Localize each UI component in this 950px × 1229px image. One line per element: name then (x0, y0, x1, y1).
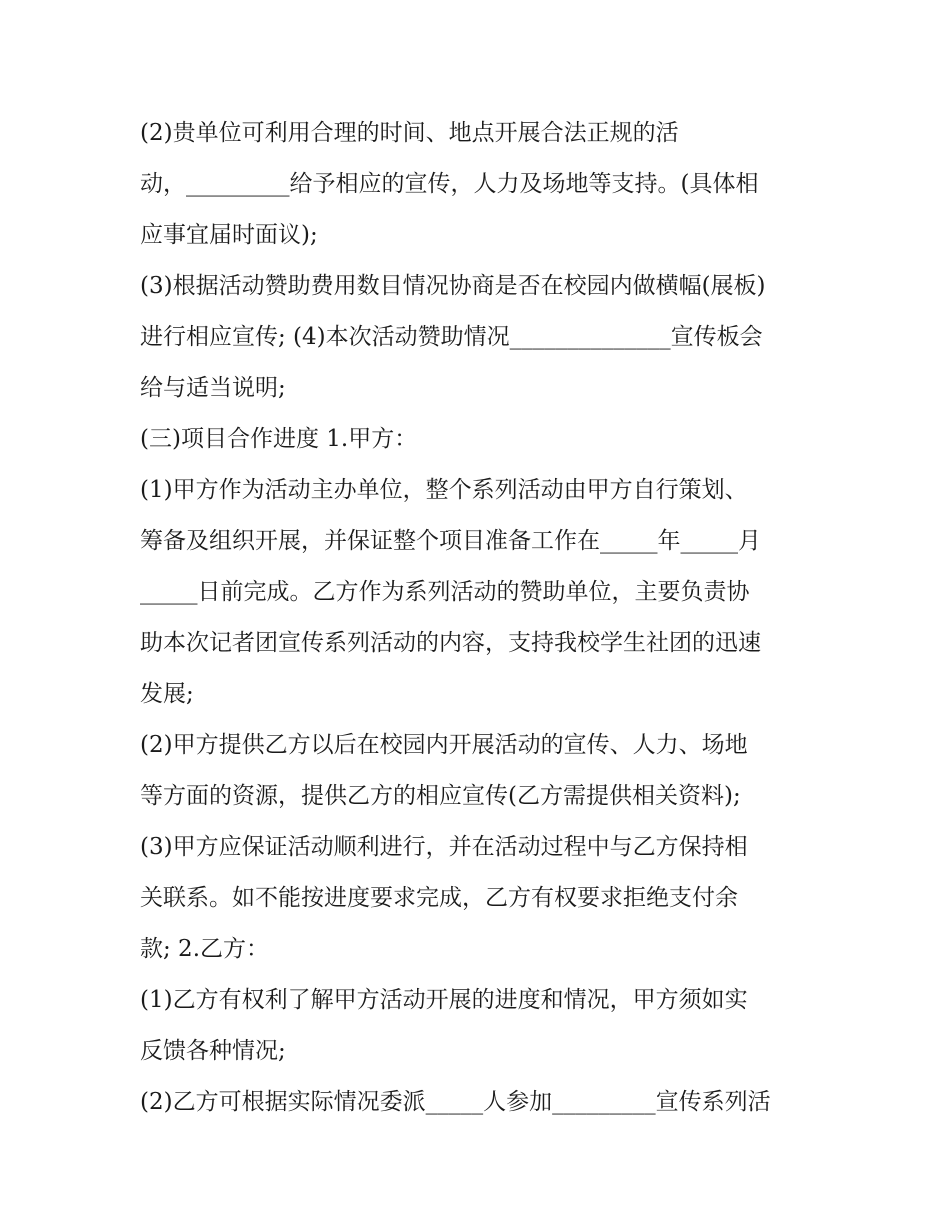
text-line-11: 助本次记者团宣传系列活动的内容，支持我校学生社团的迅速 (140, 630, 761, 656)
text-line-8: (1)甲方作为活动主办单位，整个系列活动由甲方自行策划、 (140, 477, 748, 503)
text-line-15: (3)甲方应保证活动顺利进行，并在活动过程中与乙方保持相 (140, 834, 748, 860)
document-body (140, 108, 820, 1128)
text-line-6: 给与适当说明; (140, 375, 286, 401)
text-line-17: 款; 2.乙方： (140, 936, 270, 962)
text-line-12: 发展; (140, 681, 194, 707)
text-line-20: (2)乙方可根据实际情况委派_____人参加_________宣传系列活 (140, 1089, 771, 1115)
text-line-3: 应事宜届时面议); (140, 222, 318, 248)
text-line-5: 进行相应宣传; (4)本次活动赞助情况______________宣传板会 (140, 324, 763, 350)
text-line-18: (1)乙方有权利了解甲方活动开展的进度和情况，甲方须如实 (140, 987, 748, 1013)
section-heading-progress: (三)项目合作进度 1.甲方： (140, 426, 418, 452)
text-line-13: (2)甲方提供乙方以后在校园内开展活动的宣传、人力、场地 (140, 732, 748, 758)
text-line-14: 等方面的资源，提供乙方的相应宣传(乙方需提供相关资料); (140, 783, 741, 809)
text-line-16: 关联系。如不能按进度要求完成，乙方有权要求拒绝支付余 (140, 885, 738, 911)
text-line-10: _____日前完成。乙方作为系列活动的赞助单位，主要负责协 (140, 579, 750, 605)
text-line-4: (3)根据活动赞助费用数目情况协商是否在校园内做横幅(展板) (140, 273, 766, 299)
text-line-19: 反馈各种情况; (140, 1038, 286, 1064)
text-line-1: (2)贵单位可利用合理的时间、地点开展合法正规的活 (140, 120, 679, 146)
text-line-9: 筹备及组织开展，并保证整个项目准备工作在_____年_____月 (140, 528, 761, 554)
text-line-2: 动，_________给予相应的宣传，人力及场地等支持。(具体相 (140, 171, 759, 197)
